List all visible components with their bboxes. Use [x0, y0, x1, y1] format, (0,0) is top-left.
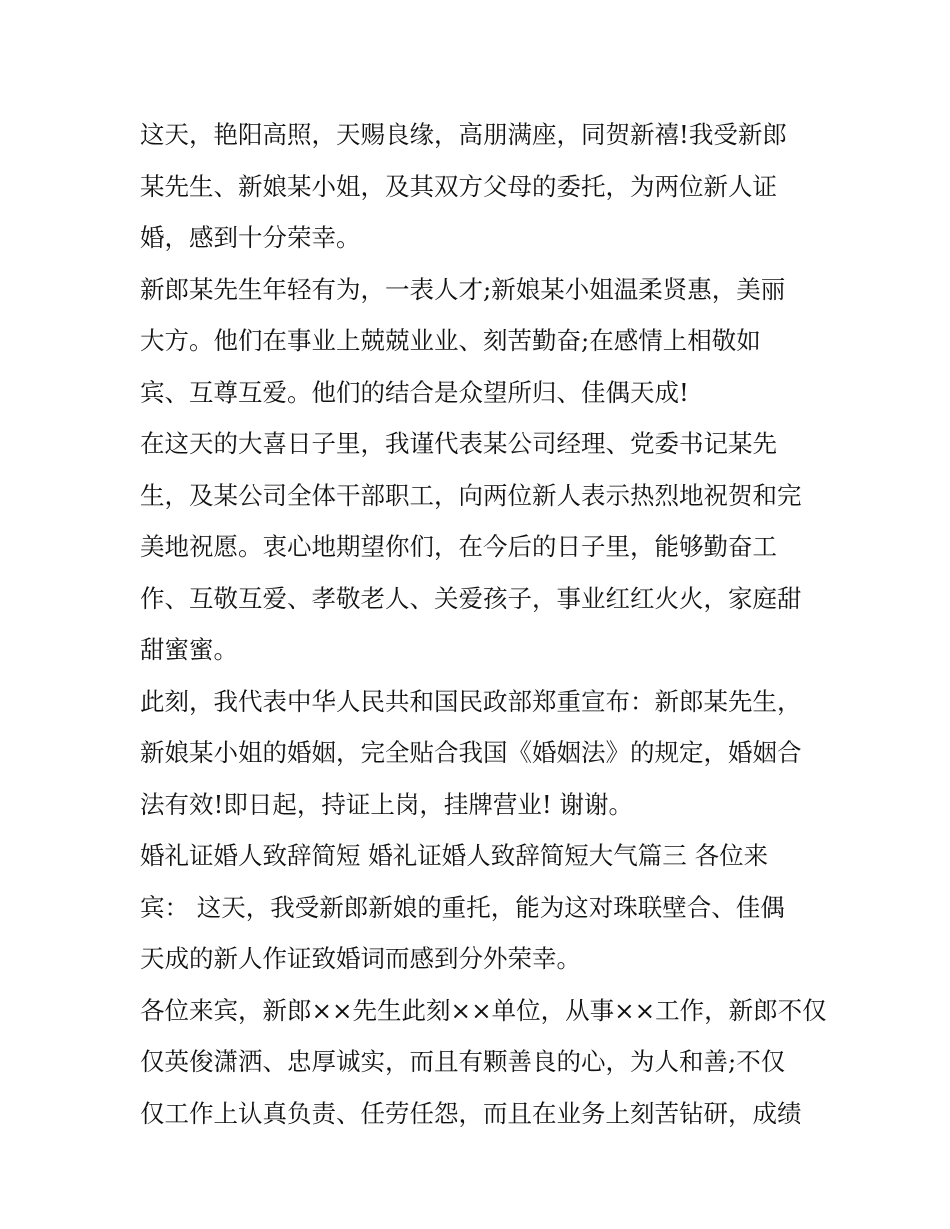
text-line: 新郎某先生年轻有为，一表人才;新娘某小姐温柔贤惠，美丽: [140, 274, 786, 304]
text-line: 法有效!即日起，持证上岗，挂牌营业! 谢谢。: [140, 789, 633, 819]
text-line: 生，及某公司全体干部职工，向两位新人表示热烈地祝贺和完: [140, 480, 802, 510]
text-line: 美地祝愿。衷心地期望你们，在今后的日子里，能够勤奋工: [140, 532, 777, 561]
text-line: 宾、互尊互爱。他们的结合是众望所归、佳偶天成!: [140, 377, 689, 407]
text-line: 宾： 这天，我受新郎新娘的重托，能为这对珠联壁合、佳偶: [140, 892, 785, 922]
text-line: 新娘某小姐的婚姻，完全贴合我国《婚姻法》的规定，婚姻合: [140, 738, 802, 767]
text-line: 在这天的大喜日子里，我谨代表某公司经理、党委书记某先: [140, 429, 777, 458]
text-line: 婚，感到十分荣幸。: [140, 223, 361, 252]
text-line: 婚礼证婚人致辞简短 婚礼证婚人致辞简短大气篇三 各位来: [140, 841, 769, 870]
document-body: [140, 109, 827, 1139]
text-line: 各位来宾，新郎××先生此刻××单位，从事××工作，新郎不仅: [140, 995, 827, 1025]
text-line: 大方。他们在事业上兢兢业业、刻苦勤奋;在感情上相敬如: [140, 326, 761, 355]
text-line: 作、互敬互爱、孝敬老人、关爱孩子，事业红红火火，家庭甜: [140, 583, 802, 613]
text-line: 仅工作上认真负责、任劳任怨，而且在业务上刻苦钻研，成绩: [140, 1098, 802, 1128]
text-line: 这天，艳阳高照，天赐良缘，高朋满座，同贺新禧!我受新郎: [140, 120, 787, 149]
text-line: 此刻，我代表中华人民共和国民政部郑重宣布：新郎某先生，: [140, 686, 802, 716]
text-line: 仅英俊潇洒、忠厚诚实，而且有颗善良的心，为人和善;不仅: [140, 1047, 786, 1076]
text-line: 某先生、新娘某小姐，及其双方父母的委托，为两位新人证: [140, 171, 777, 201]
text-line: 天成的新人作证致婚词而感到分外荣幸。: [140, 944, 581, 973]
text-line: 甜蜜蜜。: [140, 635, 238, 664]
